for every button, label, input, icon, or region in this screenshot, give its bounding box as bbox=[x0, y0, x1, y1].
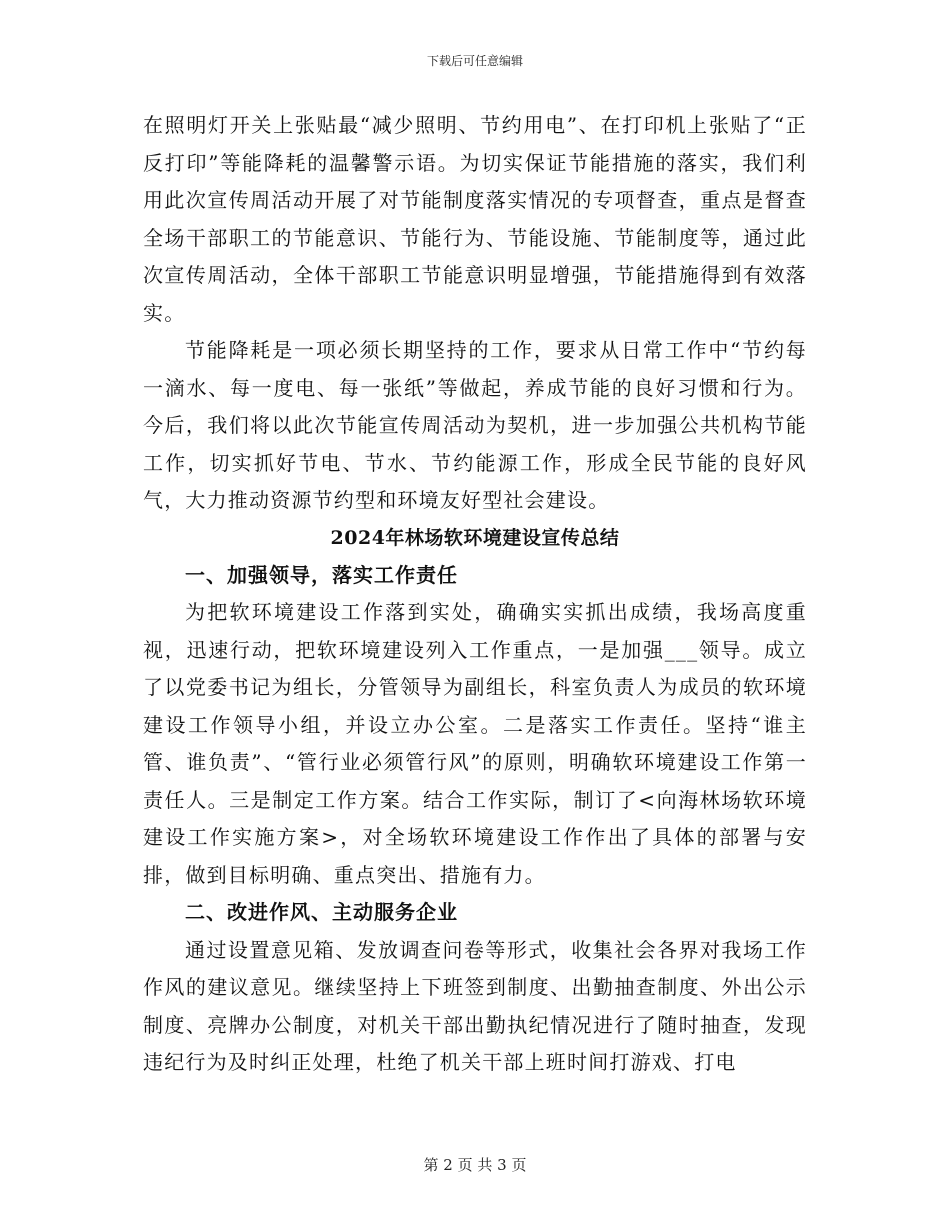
paragraph-leadership: 为把软环境建设工作落到实处，确确实实抓出成绩，我场高度重视，迅速行动，把软环境建设列入工作重点，一是加强___领导。成立了以党委书记为组长，分管领导为副组长，科室负责人为成员的软环境建设工作领导小组，并设立办公室。二是落实工作责任。坚持“谁主管、谁负责”、“管行业必须管行风”的原则，明确软环境建设工作第一责任人。三是制定工作方案。结合工作实际，制订了<向海林场软环境建设工作实施方案>，对全场软环境建设工作作出了具体的部署与安排，做到目标明确、重点突出、措施有力。 bbox=[143, 600, 807, 887]
section-heading-work-style: 二、改进作风、主动服务企业 bbox=[185, 900, 458, 924]
document-body bbox=[143, 107, 807, 1082]
page-number-footer: 第 2 页 共 3 页 bbox=[423, 1156, 527, 1174]
paragraph-work-style: 通过设置意见箱、发放调查问卷等形式，收集社会各界对我场工作作风的建议意见。继续坚持上下班签到制度、出勤抽查制度、外出公示制度、亮牌办公制度，对机关干部出勤执纪情况进行了随时抽查，发现违纪行为及时纠正处理，杜绝了机关干部上班时间打游戏、打电 bbox=[143, 937, 807, 1074]
section-heading-leadership: 一、加强领导，落实工作责任 bbox=[185, 562, 458, 587]
page-header: 下载后可任意编辑 bbox=[426, 54, 523, 68]
paragraph-energy-outlook: 节能降耗是一项必须长期坚持的工作，要求从日常工作中“节约每一滴水、每一度电、每一张纸”等做起，养成节能的良好习惯和行为。今后，我们将以此次节能宣传周活动为契机，进一步加强公共机构节能工作，切实抓好节电、节水、节约能源工作，形成全民节能的良好风气，大力推动资源节约型和环境友好型社会建设。 bbox=[143, 338, 807, 512]
document-title: 2024年林场软环境建设宣传总结 bbox=[330, 526, 620, 549]
paragraph-energy-measures: 在照明灯开关上张贴最“减少照明、节约用电”、在打印机上张贴了“正反打印”等能降耗的温馨警示语。为切实保证节能措施的落实，我们利用此次宣传周活动开展了对节能制度落实情况的专项督查，重点是督查全场干部职工的节能意识、节能行为、节能设施、节能制度等，通过此次宣传周活动，全体干部职工节能意识明显增强，节能措施得到有效落实。 bbox=[143, 113, 807, 325]
